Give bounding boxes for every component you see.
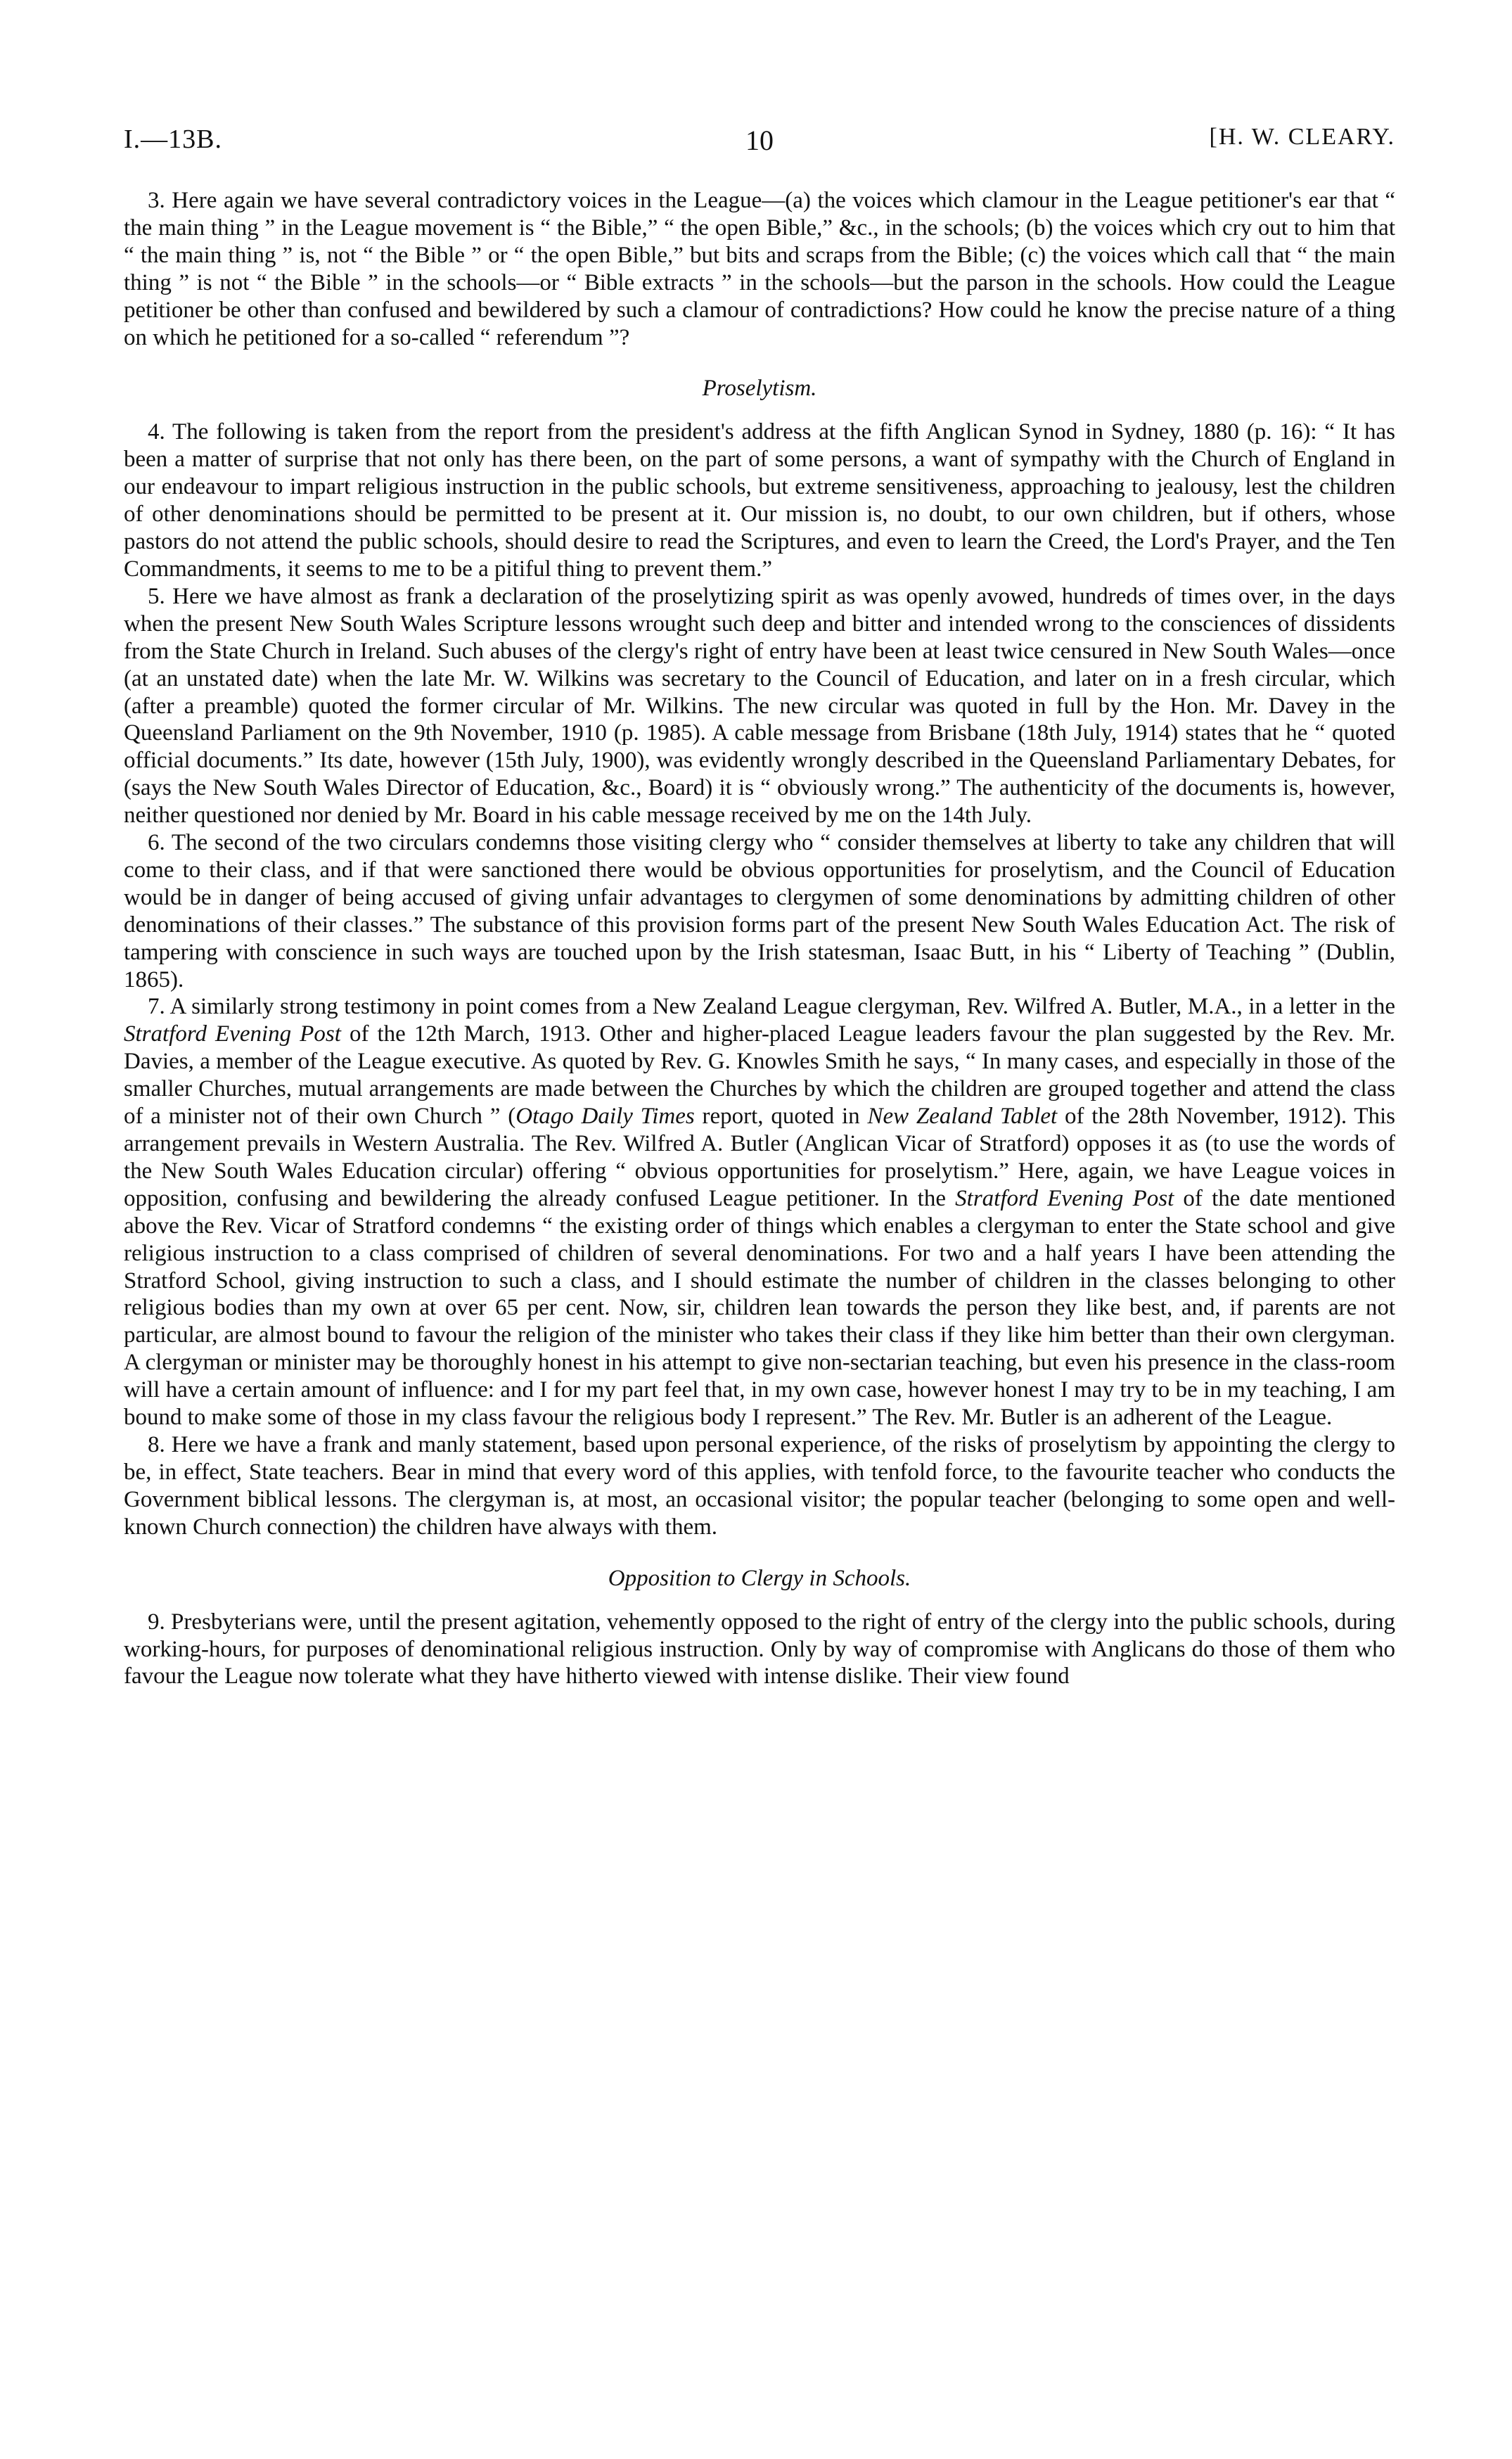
paragraph-7-part-c: report, quoted in — [694, 1104, 868, 1130]
paragraph-3: 3. Here again we have several contradictory voices in the League—(a) the voices which clamour in the League petitioner's ear that “ the main thing ” in the League movement is “ the Bible,” “ the open Bible,” &c., in the schools; (b) the voices which cry out to him that “ the main thing ” is, not “ the Bible ” or “ the open Bible,” but bits and scraps from the Bible; (c) the voices which call that “ the main thing ” is not “ the Bible ” in the schools—or “ Bible extracts ” in the schools—but the parson in the schools. How could the League petitioner be other than confused and bewildered by such a clamour of contradictions? How could he know the precise nature of a thing on which he petitioned for a so-called “ referendum ”? — [124, 188, 1395, 350]
page-number: 10 — [745, 124, 774, 156]
document-reference: I.—13B. — [124, 124, 222, 154]
paragraph-7-part-d: of the 28th November, 1912). This arrangement prevails in Western Australia. The Rev. Wilfred A. Butler (Anglican Vicar of Stratford) opposes it as (to use the words of the New South Wales Education circular) offering “ obvious opportunities for proselytism.” Here, again, we have League voices in opposition, confusing and bewildering the already confused League petitioner. In the — [124, 1104, 1395, 1211]
newspaper-title: Stratford Evening Post — [955, 1185, 1174, 1211]
paragraph-5: 5. Here we have almost as frank a declaration of the proselytizing spirit as was openly avowed, hundreds of times over, in the days when the present New South Wales Scripture lessons wrought such deep and bitter and intended wrong to the consciences of dissidents from the State Church in Ireland. Such abuses of the clergy's right of entry have been at least twice censured in New South Wales—once (at an unstated date) when the late Mr. W. Wilkins was secretary to the Council of Education, and later on in a fresh circular, which (after a preamble) quoted the former circular of Mr. Wilkins. The new circular was quoted in full by the Hon. Mr. Davey in the Queensland Parliament on the 9th November, 1910 (p. 1985). A cable message from Brisbane (18th July, 1914) states that he “ quoted official documents.” Its date, however (15th July, 1900), was evidently wrongly described in the Queensland Parliamentary Debates, for (says the New South Wales Director of Education, &c., Board) it is “ obviously wrong.” The authenticity of the documents is, however, neither questioned nor denied by Mr. Board in his cable message received by me on the 14th July. — [124, 583, 1395, 829]
paragraph-7 — [124, 993, 1395, 1431]
section-heading-opposition: Opposition to Clergy in Schools. — [608, 1565, 911, 1591]
author-running-head: [H. W. CLEARY. — [1209, 124, 1395, 150]
paragraph-9: 9. Presbyterians were, until the present agitation, vehemently opposed to the right of entry of the clergy into the public schools, during working-hours, for purposes of denominational religious instruction. Only by way of compromise with Anglicans do those of them who favour the League now tolerate what they have hitherto viewed with intense dislike. Their view found — [124, 1609, 1395, 1690]
page-body — [124, 187, 1395, 1690]
paragraph-8: 8. Here we have a frank and manly statement, based upon personal experience, of the risks of proselytism by appointing the clergy to be, in effect, State teachers. Bear in mind that every word of this applies, with tenfold force, to the favourite teacher who conducts the Government biblical lessons. The clergyman is, at most, an occasional visitor; the popular teacher (belonging to some open and well-known Church connection) the children have always with them. — [124, 1431, 1395, 1540]
paragraph-7-part-a: 7. A similarly strong testimony in point comes from a New Zealand League clergyman, Rev. Wilfred A. Butler, M.A., in a letter in the — [148, 994, 1395, 1020]
paragraph-6: 6. The second of the two circulars condemns those visiting clergy who “ consider themselves at liberty to take any children that will come to their class, and if that were sanctioned there would be obvious opportunities for proselytism, and the Council of Education would be in danger of being accused of giving unfair advantages to clergymen of some denominations by admitting children of other denominations of their classes.” The substance of this provision forms part of the present New South Wales Education Act. The risk of tampering with conscience in such ways are touched upon by the Irish statesman, Isaac Butt, in his “ Liberty of Teaching ” (Dublin, 1865). — [124, 830, 1395, 992]
newspaper-title: New Zealand Tablet — [867, 1104, 1058, 1130]
paragraph-7-part-b: of the 12th March, 1913. Other and higher-placed League leaders favour the plan suggested by the Rev. Mr. Davies, a member of the League executive. As quoted by Rev. G. Knowles Smith he says, “ In many cases, and especially in those of the smaller Churches, mutual arrangements are made between the Churches by which the children are grouped together and attend the class of a minister not of their own Church ” ( — [124, 1021, 1395, 1130]
newspaper-title: Stratford Evening Post — [124, 1021, 341, 1047]
paragraph-4: 4. The following is taken from the report from the president's address at the fifth Anglican Synod in Sydney, 1880 (p. 16): “ It has been a matter of surprise that not only has there been, on the part of some persons, a want of sympathy with the Church of England in our endeavour to impart religious instruction in the public schools, but extreme sensitiveness, approaching to jealousy, lest the children of other denominations should be permitted to be present at it. Our mission is, no doubt, to our own children, but if others, whose pastors do not attend the public schools, should desire to read the Scriptures, and even to learn the Creed, the Lord's Prayer, and the Ten Commandments, it seems to me to be a pitiful thing to prevent them.” — [124, 419, 1395, 582]
newspaper-title: Otago Daily Times — [515, 1104, 695, 1130]
section-heading-proselytism: Proselytism. — [702, 376, 817, 402]
page-header — [124, 124, 1395, 166]
paragraph-7-part-e: of the date mentioned above the Rev. Vicar of Stratford condemns “ the existing order of things which enables a clergyman to enter the State school and give religious instruction to a class comprised of children of several denominations. For two and a half years I have been attending the Stratford School, giving instruction to such a class, and I should estimate the number of children in the classes belonging to other religious bodies than my own at over 65 per cent. Now, sir, children lean towards the person they like best, and, if parents are not particular, are almost bound to favour the religion of the minister who takes their class if they like him better than their own clergyman. A clergyman or minister may be thoroughly honest in his attempt to give non-sectarian teaching, but even his presence in the class-room will have a certain amount of influence: and I for my part feel that, in my own case, however honest I may try to be in my teaching, I am bound to make some of those in my class favour the religious body I represent.” The Rev. Mr. Butler is an adherent of the League. — [124, 1185, 1395, 1431]
